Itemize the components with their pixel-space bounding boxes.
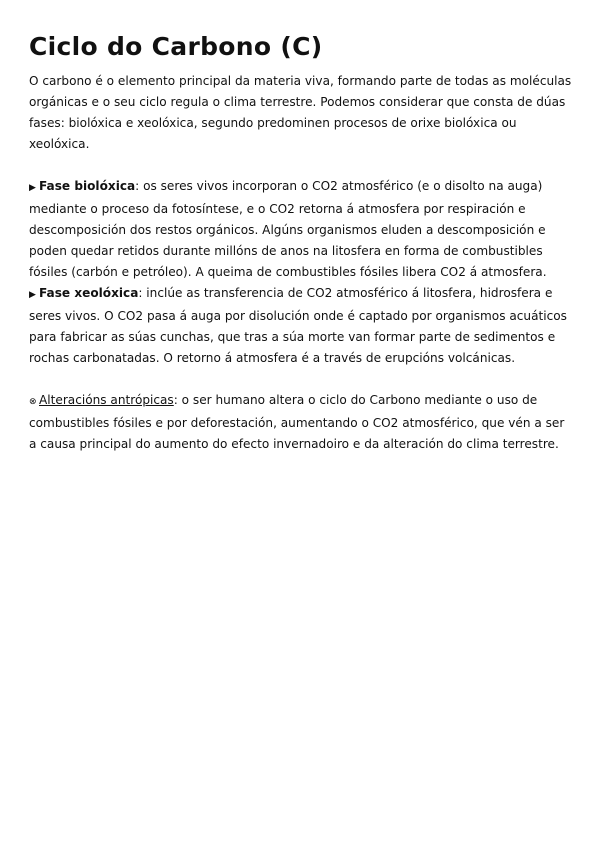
phase-geological-term: Fase xeolóxica <box>39 286 139 300</box>
intro-paragraph: O carbono é o elemento principal da materia viva, formando parte de todas as moléculas orgánicas e o seu ciclo regula o clima terrestre. Podemos considerar que consta de dúas fases: biolóxica e xeolóxica, segundo predominen procesos de orixe biolóxica ou xeolóxica. <box>29 74 572 151</box>
phase-biological-paragraph <box>29 176 574 283</box>
paragraph-gap <box>29 155 574 176</box>
phase-biological-text: : os seres vivos incorporan o CO2 atmosférico (e o disolto na auga) mediante o proceso da fotosíntese, e o CO2 retorna á atmosfera por respiración e descomposición dos restos orgánicos. Algúns organismos eluden a descomposición e poden quedar retidos durante millóns de anos na litosfera en forma de combustibles fósiles (carbón e petróleo). A queima de combustibles fósiles libera CO2 á atmosfera. <box>29 179 547 279</box>
page-title: Ciclo do Carbono (C) <box>29 32 323 61</box>
circled-x-bullet-icon: ⊗ <box>29 397 37 407</box>
phase-biological-term: Fase biolóxica <box>39 179 136 193</box>
phase-geological-paragraph <box>29 283 574 369</box>
anthropic-text: : o ser humano altera o ciclo do Carbono mediante o uso de combustibles fósiles e por deforestación, aumentando o CO2 atmosférico, que vén a ser a causa principal do aumento do efecto invernadoiro e da alteración do clima terrestre. <box>29 393 565 451</box>
triangle-bullet-icon: ▶ <box>29 290 36 300</box>
triangle-bullet-icon: ▶ <box>29 183 36 193</box>
document-page <box>29 30 574 455</box>
anthropic-paragraph <box>29 390 574 455</box>
paragraph-gap <box>29 369 574 390</box>
anthropic-term: Alteracións antrópicas <box>39 393 174 407</box>
phase-geological-text: : inclúe as transferencia de CO2 atmosférico á litosfera, hidrosfera e seres vivos. O CO2 pasa á auga por disolución onde é captado por organismos acuáticos para fabricar as súas cunchas, que tras a súa morte van formar parte de sedimentos e rochas carbonatadas. O retorno á atmosfera é a través de erupcións volcánicas. <box>29 286 567 365</box>
